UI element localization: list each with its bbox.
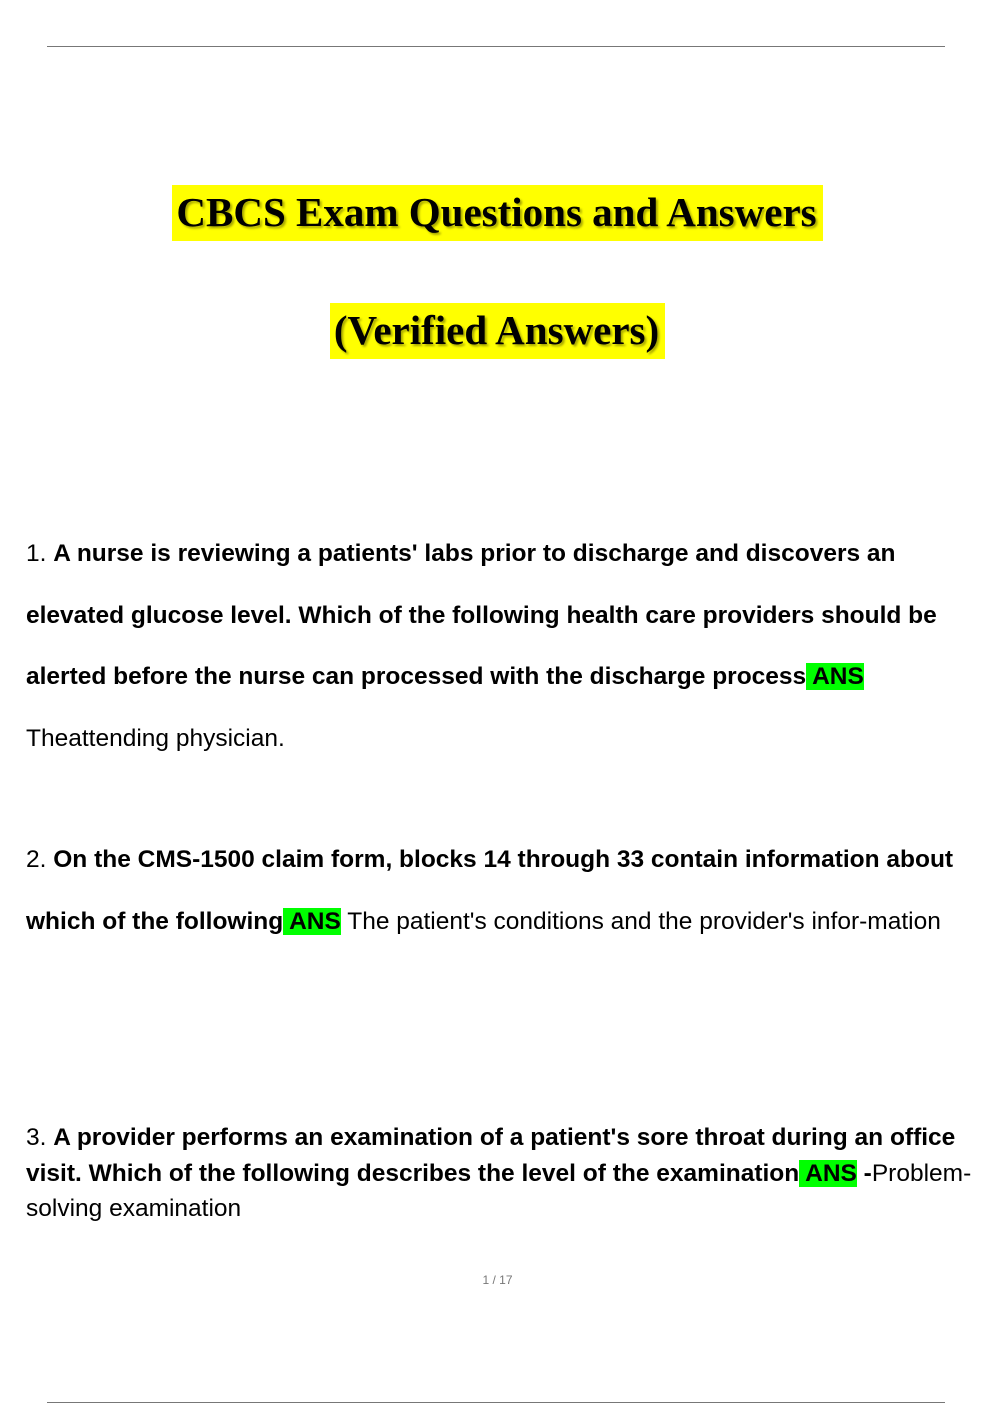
question-text: A nurse is reviewing a patients' labs prior to discharge and discovers an elevated glucose level. Which of the following health care providers should be alerted before the nurse can processed with the discharge process bbox=[26, 540, 937, 690]
answer-separator: - bbox=[856, 1159, 872, 1187]
document-title bbox=[0, 188, 995, 236]
question-text: A provider performs an examination of a patient's sore throat during an office visit. Which of the following describes the level of the examination bbox=[26, 1124, 956, 1187]
page-number: 1 / 17 bbox=[482, 1273, 513, 1287]
question-item bbox=[26, 523, 976, 769]
document-subtitle bbox=[0, 306, 995, 354]
ans-highlight: ANS bbox=[806, 663, 864, 690]
question-number: 1. bbox=[26, 540, 47, 567]
ans-highlight: ANS bbox=[283, 907, 341, 935]
question-item bbox=[26, 829, 976, 952]
question-text: On the CMS-1500 claim form, blocks 14 through 33 contain information about which of the following bbox=[26, 846, 954, 935]
bottom-rule bbox=[47, 1402, 945, 1403]
question-number: 2. bbox=[26, 846, 47, 873]
answer-text: Problem-solving examination bbox=[26, 1159, 972, 1222]
ans-highlight: ANS bbox=[799, 1159, 857, 1187]
title-line-1: CBCS Exam Questions and Answers bbox=[172, 185, 822, 241]
question-number: 3. bbox=[26, 1124, 47, 1151]
answer-text: Theattending physician. bbox=[26, 724, 285, 752]
top-rule bbox=[47, 46, 945, 47]
question-item bbox=[26, 1120, 976, 1227]
title-line-2: (Verified Answers) bbox=[330, 303, 665, 359]
answer-text: The patient's conditions and the provider's infor-mation bbox=[340, 907, 941, 935]
